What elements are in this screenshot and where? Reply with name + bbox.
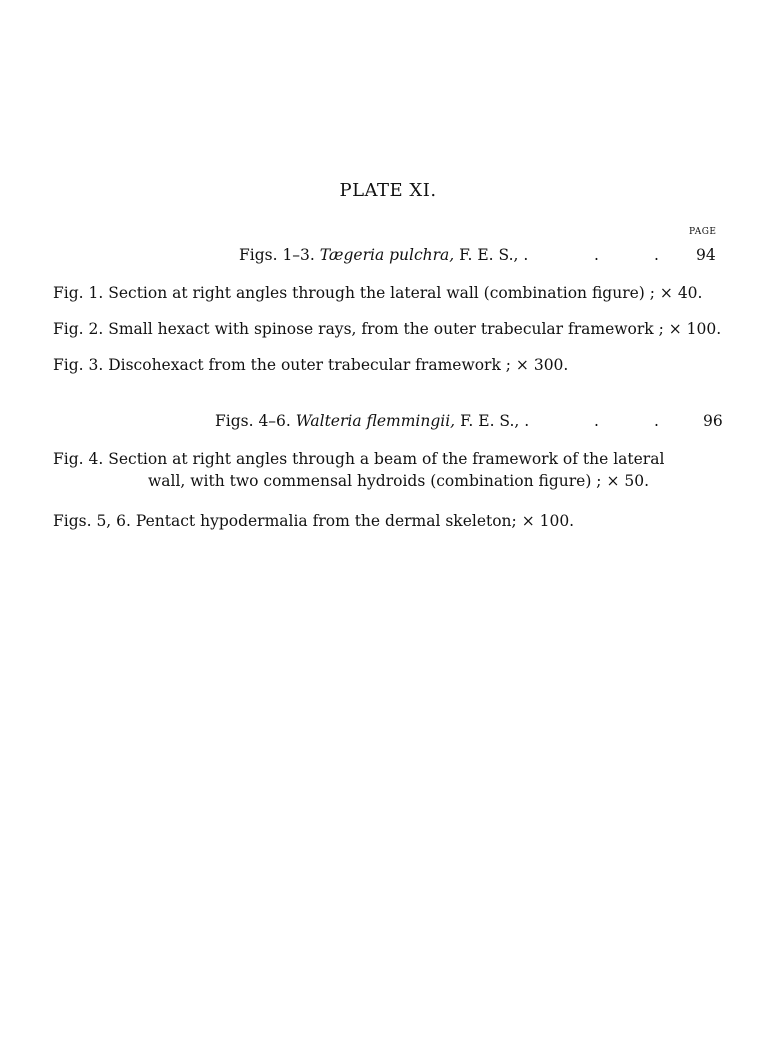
figure-caption: Pentact hypodermalia from the dermal skeleton; × 100.	[135, 512, 575, 530]
species-name: Walteria flemmingii,	[295, 412, 456, 430]
figure-entry	[53, 512, 574, 530]
group-heading	[215, 412, 529, 430]
leader-dot: .	[594, 412, 599, 430]
figure-label: Fig. 1.	[53, 284, 104, 302]
page-number: 96	[703, 412, 723, 430]
leader-dot: .	[594, 246, 599, 264]
figure-caption: Section at right angles through a beam of the framework of the lateral	[108, 450, 665, 468]
figure-caption: Section at right angles through the lateral wall (combination figure) ; × 40.	[108, 284, 703, 302]
species-author: F. E. S., .	[460, 412, 530, 430]
leader-dot: .	[654, 412, 659, 430]
species-name: Tægeria pulchra,	[319, 246, 455, 264]
species-author: F. E. S., .	[459, 246, 529, 264]
figure-caption-continuation: wall, with two commensal hydroids (combination figure) ; × 50.	[148, 472, 650, 490]
figure-label: Figs. 5, 6.	[53, 512, 131, 530]
figure-entry	[53, 450, 664, 468]
figure-label: Fig. 4.	[53, 450, 104, 468]
leader-dot: .	[654, 246, 659, 264]
page-column-label: PAGE	[689, 227, 717, 237]
figure-entry	[53, 356, 568, 374]
figure-entry	[53, 284, 702, 302]
group-figs: Figs. 4–6.	[215, 412, 291, 430]
figure-entry	[53, 320, 721, 338]
group-figs: Figs. 1–3.	[239, 246, 315, 264]
group-heading	[239, 246, 528, 264]
figure-label: Fig. 2.	[53, 320, 104, 338]
figure-caption: Discohexact from the outer trabecular framework ; × 300.	[108, 356, 569, 374]
figure-caption: Small hexact with spinose rays, from the outer trabecular framework ; × 100.	[108, 320, 722, 338]
page-number: 94	[696, 246, 716, 264]
plate-title: PLATE XI.	[339, 180, 437, 201]
figure-label: Fig. 3.	[53, 356, 104, 374]
